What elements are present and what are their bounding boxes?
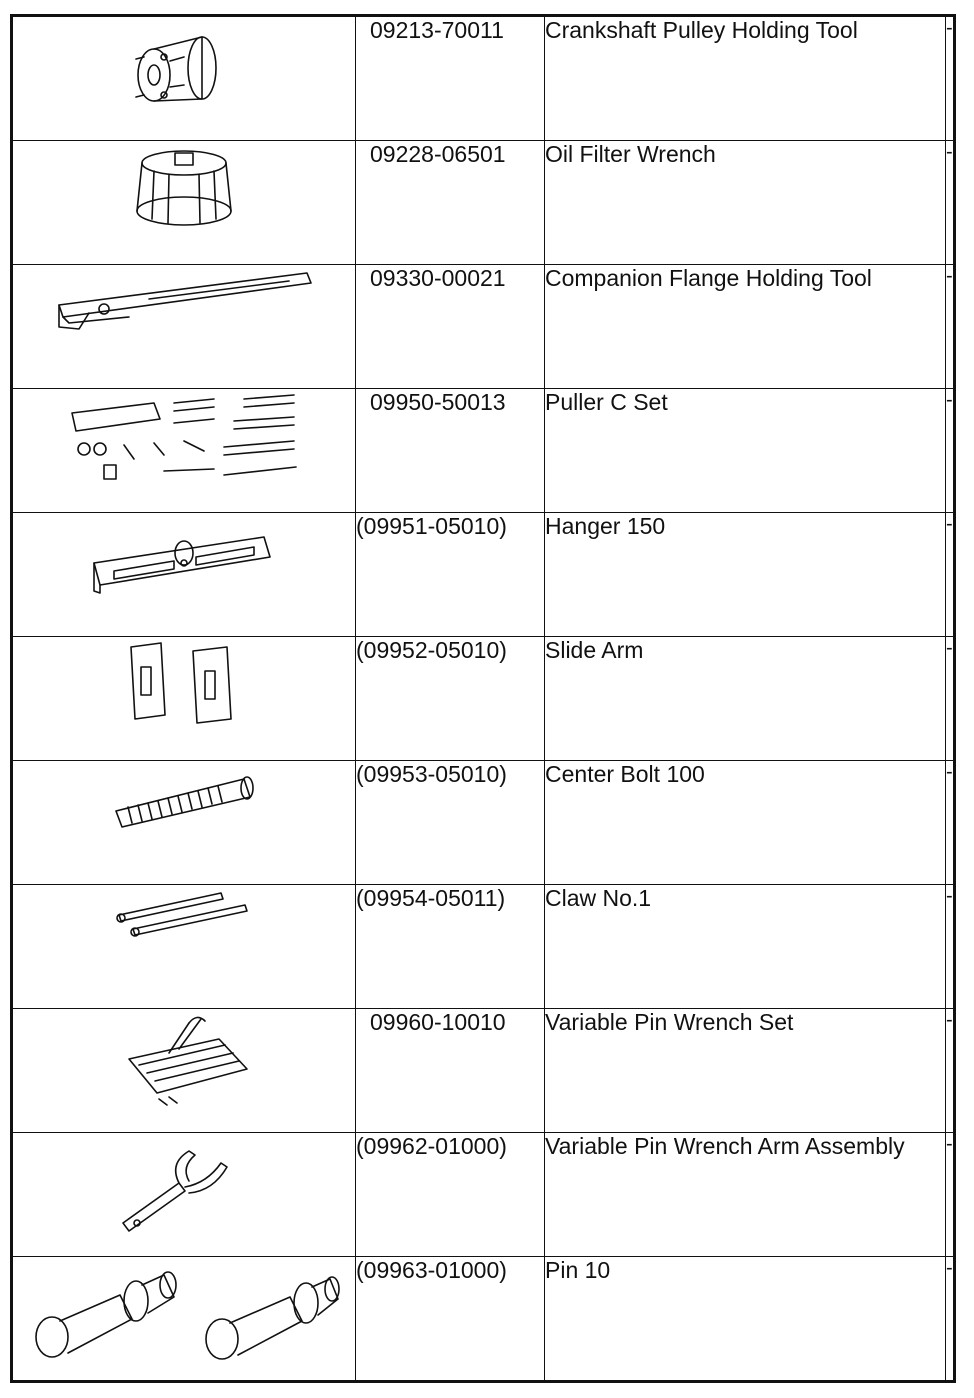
table-row (12, 389, 955, 513)
tool-illustration-cell (12, 761, 356, 885)
slide-arm-icon (119, 637, 249, 727)
tool-illustration-cell (12, 1133, 356, 1257)
tool-illustration-cell (12, 885, 356, 1009)
tool-name-cell: Center Bolt 100 (545, 761, 946, 885)
note-cell: - (946, 1133, 955, 1257)
note-cell: - (946, 1009, 955, 1133)
table-row (12, 1133, 955, 1257)
part-number-cell: (09954-05011) (356, 885, 545, 1009)
part-number-cell: 09960-10010 (356, 1009, 545, 1133)
special-tools-table (10, 14, 956, 1383)
tool-name-cell: Puller C Set (545, 389, 946, 513)
oil-filter-wrench-icon (119, 141, 249, 231)
note-cell: - (946, 141, 955, 265)
puller-c-set-icon (64, 389, 304, 484)
tool-name-cell: Slide Arm (545, 637, 946, 761)
part-number-cell: (09952-05010) (356, 637, 545, 761)
tool-illustration-cell (12, 141, 356, 265)
tool-name-cell: Crankshaft Pulley Holding Tool (545, 16, 946, 141)
table-row (12, 1257, 955, 1382)
variable-pin-wrench-set-icon (109, 1009, 259, 1109)
part-number-cell: (09963-01000) (356, 1257, 545, 1382)
tool-illustration-cell (12, 1257, 356, 1382)
table-row (12, 885, 955, 1009)
table-row (12, 761, 955, 885)
table-row (12, 265, 955, 389)
part-number-cell: 09330-00021 (356, 265, 545, 389)
tool-illustration-cell (12, 265, 356, 389)
tool-illustration-cell (12, 16, 356, 141)
note-cell: - (946, 389, 955, 513)
claw-icon (109, 885, 259, 945)
center-bolt-icon (104, 761, 264, 831)
tool-illustration-cell (12, 637, 356, 761)
note-cell: - (946, 16, 955, 141)
tool-illustration-cell (12, 1009, 356, 1133)
note-cell: - (946, 1257, 955, 1382)
tool-name-cell: Claw No.1 (545, 885, 946, 1009)
companion-flange-holding-tool-icon (49, 265, 319, 335)
note-cell: - (946, 761, 955, 885)
tool-name-cell: Hanger 150 (545, 513, 946, 637)
table-row (12, 513, 955, 637)
part-number-cell: (09951-05010) (356, 513, 545, 637)
part-number-cell: 09228-06501 (356, 141, 545, 265)
table-row (12, 16, 955, 141)
tool-illustration-cell (12, 513, 356, 637)
part-number-cell: (09962-01000) (356, 1133, 545, 1257)
note-cell: - (946, 885, 955, 1009)
table-row (12, 1009, 955, 1133)
part-number-cell: (09953-05010) (356, 761, 545, 885)
note-cell: - (946, 637, 955, 761)
tool-name-cell: Companion Flange Holding Tool (545, 265, 946, 389)
part-number-cell: 09213-70011 (356, 16, 545, 141)
tool-name-cell: Variable Pin Wrench Set (545, 1009, 946, 1133)
tool-illustration-cell (12, 389, 356, 513)
note-cell: - (946, 513, 955, 637)
tool-name-cell: Pin 10 (545, 1257, 946, 1382)
note-cell: - (946, 265, 955, 389)
table-row (12, 141, 955, 265)
pin-wrench-arm-assembly-icon (109, 1133, 259, 1243)
table-row (12, 637, 955, 761)
hanger-icon (84, 513, 284, 603)
tool-name-cell: Oil Filter Wrench (545, 141, 946, 265)
pin-icon (24, 1257, 344, 1367)
tool-name-cell: Variable Pin Wrench Arm Assembly (545, 1133, 946, 1257)
crankshaft-pulley-holding-tool-icon (124, 17, 244, 117)
part-number-cell: 09950-50013 (356, 389, 545, 513)
